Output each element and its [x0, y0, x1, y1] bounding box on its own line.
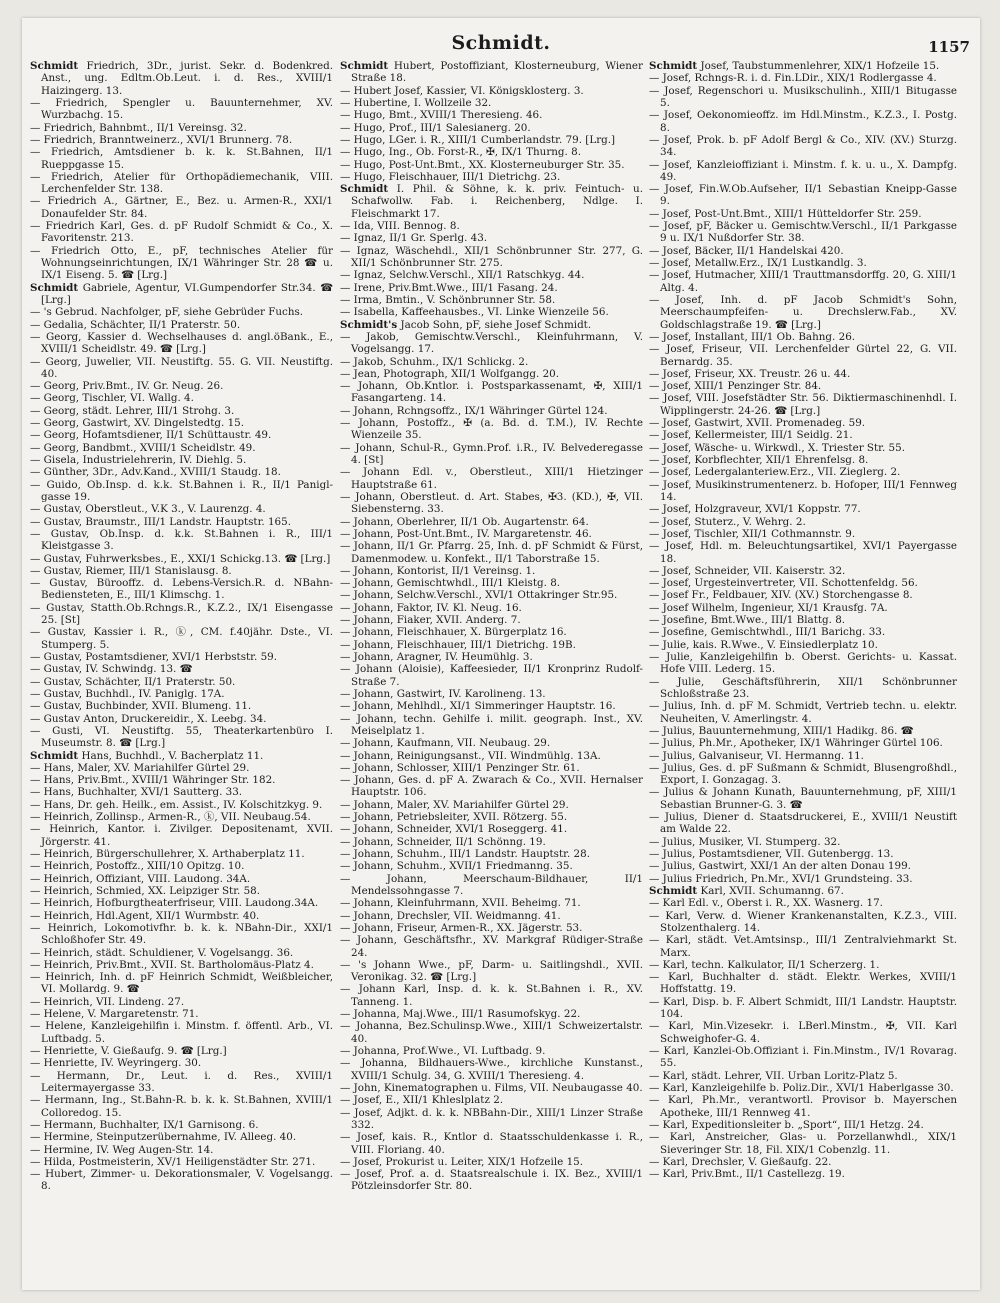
directory-entry: — Gusti, VI. Neustiftg. 55, Theaterkartenbüro I. Museumstr. 8. ☎ [Lrg.] — [30, 724, 333, 750]
directory-entry: — Johann, Ob.Kntlor. i. Postsparkassenamt, ✠, XIII/1 Fasangarteng. 14. — [340, 380, 643, 405]
directory-entry: — Gustav, Braumstr., III/1 Landstr. Hauptstr. 165. — [30, 515, 291, 528]
directory-entry: — Friedrich, Bahnbmt., II/1 Vereinsg. 32. — [30, 121, 247, 134]
directory-entry: — Gustav, Kassier i. R., ⓚ, CM. f.40jähr. Dste., VI. Stumperg. 5. — [30, 626, 333, 651]
column-3 — [649, 60, 957, 1282]
directory-entry: — Georg, Gastwirt, XV. Dingelstedtg. 15. — [30, 417, 245, 430]
directory-entry: — Johann, Oberstleut. d. Art. Stabes, ✠3. (KD.), ✠, VII. Siebensterng. 33. — [340, 490, 643, 516]
directory-entry: — Gustav Anton, Druckereidir., X. Leebg. 34. — [30, 712, 267, 725]
directory-entry: — Johann, Rchngsoffz., IX/1 Währinger Gürtel 124. — [340, 404, 608, 417]
directory-entry: — Friedrich, Spengler u. Bauunternehmer, XV. Wurzbachg. 15. — [30, 96, 333, 122]
directory-entry: — Johanna, Prof.Wwe., VI. Luftbadg. 9. — [340, 1045, 546, 1057]
directory-entry: — Henriette, V. Gießaufg. 9. ☎ [Lrg.] — [30, 1045, 227, 1057]
directory-entry: — Friedrich Karl, Ges. d. pF Rudolf Schmidt & Co., X. Favoritenstr. 213. — [30, 220, 333, 245]
directory-entry: — Josef, Fin.W.Ob.Aufseher, II/1 Sebastian Kneipp-Gasse 9. — [649, 183, 957, 208]
directory-entry: — Josef, XIII/1 Penzinger Str. 84. — [649, 380, 822, 393]
directory-entry: — Johann, Aragner, IV. Heumühlg. 3. — [340, 651, 533, 663]
directory-entry: — Johann, Fiaker, XVII. Anderg. 7. — [340, 614, 521, 627]
directory-entry: Schmidt I. Phil. & Söhne, k. k. priv. Feintuch- u. Schafwollw. Fab. i. Reichenberg, Ndlge. I. Fleischmarkt 17. — [340, 183, 643, 220]
directory-entry: — Karl, techn. Kalkulator, II/1 Scherzerg. 1. — [649, 958, 880, 971]
directory-entry: — Hermann, Ing., St.Bahn-R. b. k. k. St.Bahnen, XVIII/1 Colloredog. 15. — [30, 1094, 333, 1119]
directory-entry: — Karl, Ph.Mr., verantwortl. Provisor b. Mayerschen Apotheke, III/1 Rennweg 41. — [649, 1094, 957, 1119]
directory-entry: — Irma, Bmtin., V. Schönbrunner Str. 58. — [340, 293, 556, 306]
directory-entry: — Josef, Prok. b. pF Adolf Bergl & Co., XIV. (XV.) Sturzg. 34. — [649, 133, 957, 159]
directory-entry: — Hans, Maler, XV. Mariahilfer Gürtel 29. — [30, 761, 250, 774]
directory-entry: — Julius, Ges. d. pF Sußmann & Schmidt, Blusengroßhdl., Export, I. Gonzagag. 3. — [649, 761, 957, 787]
directory-entry: — Karl, Verw. d. Wiener Krankenanstalten, K.Z.3., VIII. Stolzenthalerg. 14. — [649, 909, 957, 934]
directory-entry: — Josef, Adjkt. d. k. k. NBBahn-Dir., XIII/1 Linzer Straße 332. — [340, 1106, 643, 1131]
directory-entry: — Josef, Regenschori u. Musikschulinh., XIII/1 Bitugasse 5. — [649, 84, 957, 109]
directory-entry: — Heinrich, Hdl.Agent, XII/1 Wurmbstr. 40. — [30, 909, 260, 922]
directory-entry: — Johanna, Maj.Wwe., III/1 Rasumofskyg. 22. — [340, 1008, 581, 1021]
directory-entry: Schmidt Hubert, Postoffiziant, Klosterneuburg, Wiener Straße 18. — [340, 60, 643, 85]
directory-entry: — Jakob, Gemischtw.Verschl., Kleinfuhrmann, V. Vogelsangg. 17. — [340, 330, 643, 356]
directory-entry: — Johann, Faktor, IV. Kl. Neug. 16. — [340, 601, 522, 614]
directory-entry: — Hugo, Fleischhauer, III/1 Dietrichg. 23. — [340, 170, 561, 183]
directory-entry: — Julius, Galvaniseur, VI. Hermanng. 11. — [649, 749, 864, 762]
directory-entry: — Josef, Holzgraveur, XVI/1 Koppstr. 77. — [649, 503, 861, 516]
directory-entry: — Julius, Postamtsdiener, VII. Gutenbergg. 13. — [649, 848, 894, 860]
directory-entry: — Julie, Kanzleigehilfin b. Oberst. Gerichts- u. Kassat. Hofe VIII. Lederg. 15. — [649, 651, 957, 676]
directory-entry: — Hubertine, I. Wollzeile 32. — [340, 96, 492, 109]
directory-entry: — Friedrich, Branntweinerz., XVI/1 Brunnerg. 78. — [30, 133, 293, 146]
directory-entry: — Johann, Fleischhauer, X. Bürgerplatz 16. — [340, 626, 567, 639]
directory-entry: — Gustav, Ob.Insp. d. k.k. St.Bahnen i. R., III/1 Kleistgasse 3. — [30, 527, 333, 553]
directory-entry: — Karl, städt. Lehrer, VII. Urban Loritz-Platz 5. — [649, 1069, 898, 1082]
directory-entry: — Gedalia, Schächter, II/1 Praterstr. 50. — [30, 318, 241, 331]
directory-entry: — Johann, techn. Gehilfe i. milit. geograph. Inst., XV. Meiselplatz 1. — [340, 712, 643, 737]
directory-entry: — Karl Edl. v., Oberst i. R., XX. Wasnerg. 17. — [649, 897, 883, 910]
directory-entry: — Johanna, Bildhauers-Wwe., kirchliche Kunstanst., XVIII/1 Schulg. 34, G. XVIII/1 Theresieng. 4. — [340, 1057, 643, 1082]
directory-entry: — Karl, Anstreicher, Glas- u. Porzellanwhdl., XIX/1 Sieveringer Str. 18, Fil. XIX/1 Cobenzlg. 11. — [649, 1131, 957, 1156]
directory-entry: — Hugo, LGer. i. R., XIII/1 Cumberlandstr. 79. [Lrg.] — [340, 133, 616, 146]
directory-entry: — Johann, Gastwirt, IV. Karolineng. 13. — [340, 687, 546, 700]
directory-entry: — Hermann, Dr., Leut. i. d. Res., XVIII/1 Leitermayergasse 33. — [30, 1069, 333, 1094]
directory-entry: Schmidt's Jacob Sohn, pF, siehe Josef Schmidt. — [340, 318, 592, 331]
directory-entry: — Heinrich, Bürgerschullehrer, X. Arthaberplatz 11. — [30, 848, 305, 860]
directory-entry: — Heinrich, Kantor. i. Zivilger. Depositenamt, XVII. Jörgerstr. 41. — [30, 823, 333, 848]
directory-entry: — Johann (Aloisie), Kaffeesieder, II/1 Kronprinz Rudolf-Straße 7. — [340, 663, 643, 688]
directory-entry: — Gustav, Statth.Ob.Rchngs.R., K.Z.2., IX/1 Eisengasse 25. [St] — [30, 601, 333, 627]
directory-entry: — Hugo, Prof., III/1 Salesianerg. 20. — [340, 121, 531, 134]
directory-entry: — Julius & Johann Kunath, Bauunternehmung, pF, XIII/1 Sebastian Brunner-G. 3. ☎ — [649, 786, 957, 811]
directory-entry: — Julius, Bauunternehmung, XIII/1 Hadikg. 86. ☎ — [649, 724, 914, 737]
directory-entry: — Josef, Kellermeister, III/1 Seidlg. 21. — [649, 429, 853, 442]
directory-entry: — Karl, Priv.Bmt., II/1 Castellezg. 19. — [649, 1168, 845, 1181]
directory-entry: — Josef, Wäsche- u. Wirkwdl., X. Triester Str. 55. — [649, 441, 906, 454]
directory-entry: — Karl, Kanzlei-Ob.Offiziant i. Fin.Minstm., IV/1 Rovarag. 55. — [649, 1045, 957, 1070]
directory-entry: — Hermine, Steinputzerübernahme, IV. Alleeg. 40. — [30, 1131, 297, 1144]
directory-entry: — Hubert, Zimmer- u. Dekorationsmaler, V. Vogelsangg. 8. — [30, 1168, 333, 1193]
directory-entry: — Johann, Maler, XV. Mariahilfer Gürtel 29. — [340, 798, 569, 811]
directory-entry: — Karl, städt. Vet.Amtsinsp., III/1 Zentralviehmarkt St. Marx. — [649, 934, 957, 959]
directory-entry: — Josef, Hutmacher, XIII/1 Trauttmansdorffg. 20, G. XIII/1 Altg. 4. — [649, 269, 957, 294]
directory-entry: — Heinrich, Priv.Bmt., XVII. St. Bartholomäus-Platz 4. — [30, 958, 314, 971]
directory-entry: Schmidt Josef, Taubstummenlehrer, XIX/1 Hofzeile 15. — [649, 60, 940, 72]
directory-entry: — 's Johann Wwe., pF, Darm- u. Saitlingshdl., XVII. Veronikag. 32. ☎ [Lrg.] — [340, 958, 643, 984]
directory-entry: — Heinrich, Zollinsp., Armen-R., ⓚ, VII. Neubaug.54. — [30, 811, 311, 824]
directory-entry: — Gustav, Buchbinder, XVII. Blumeng. 11. — [30, 700, 252, 713]
running-head: Schmidt. — [451, 32, 551, 54]
directory-entry: — Julius, Gastwirt, XXI/1 An der alten Donau 199. — [649, 860, 911, 873]
directory-entry: — Josef, Inh. d. pF Jacob Schmidt's Sohn, Meerschaumpfeifen- u. Drechslerw.Fab., XV. Goldschlagstraße 19. ☎ [Lrg.] — [649, 293, 957, 331]
directory-entry: — Johann, Fleischhauer, III/1 Dietrichg. 19B. — [340, 638, 576, 651]
directory-entry: — Karl, Buchhalter d. städt. Elektr. Werkes, XVIII/1 Hoffstattg. 19. — [649, 971, 957, 996]
directory-entry: — Friedrich A., Gärtner, E., Bez. u. Armen-R., XXI/1 Donaufelder Str. 84. — [30, 195, 333, 220]
directory-entry: — Johann, Drechsler, VII. Weidmanng. 41. — [340, 909, 561, 922]
directory-entry: — Johann, Schuhm., XVII/1 Friedmanng. 35. — [340, 860, 573, 873]
page-number: 1157 — [928, 38, 970, 56]
directory-entry: — Georg, Bandbmt., XVIII/1 Scheidlstr. 49. — [30, 441, 256, 454]
directory-entry: — Josef, Prokurist u. Leiter, XIX/1 Hofzeile 15. — [340, 1155, 584, 1168]
directory-entry: — Johann, Petriebsleiter, XVII. Rötzerg. 55. — [340, 811, 568, 824]
directory-entry: — Josef Fr., Feldbauer, XIV. (XV.) Storchengasse 8. — [649, 589, 913, 602]
directory-entry: — Ida, VIII. Bennog. 8. — [340, 220, 460, 233]
directory-entry: — Gustav, Oberstleut., V.K 3., V. Laurenzg. 4. — [30, 503, 266, 516]
directory-entry: — Johann, Schneider, II/1 Schönng. 19. — [340, 835, 546, 848]
directory-entry: — Johanna, Bez.Schulinsp.Wwe., XIII/1 Schweizertalstr. 40. — [340, 1020, 643, 1045]
directory-entry: — Johann, II/1 Gr. Pfarrg. 25, Inh. d. pF Schmidt & Fürst, Damenmodew. u. Konfekt., II/1 Taborstraße 15. — [340, 540, 643, 565]
directory-entry: — Heinrich, Lokomotivfhr. b. k. k. NBahn-Dir., XXI/1 Schloßhofer Str. 49. — [30, 921, 333, 947]
directory-entry: — Karl, Expeditionsleiter b. „Sport“, III/1 Hetzg. 24. — [649, 1118, 924, 1131]
directory-entry: — Julie, Geschäftsführerin, XII/1 Schönbrunner Schloßstraße 23. — [649, 675, 957, 700]
directory-entry: — Josef, Post-Unt.Bmt., XIII/1 Hütteldorfer Str. 259. — [649, 207, 922, 220]
directory-entry: — Hermine, IV. Weg Augen-Str. 14. — [30, 1143, 214, 1156]
directory-entry: — Josef, Hdl. m. Beleuchtungsartikel, XVI/1 Payergasse 18. — [649, 540, 957, 565]
directory-entry: — Josef, VIII. Josefstädter Str. 56. Diktiermaschinenhdl. I. Wipplingerstr. 24-26. ☎ [Lrg.] — [649, 392, 957, 417]
directory-entry: — Heinrich, Inh. d. pF Heinrich Schmidt, Weißbleicher, VI. Mollardg. 9. ☎ — [30, 971, 333, 996]
directory-entry: — Johann, Reinigungsanst., VII. Windmühlg. 13A. — [340, 749, 601, 762]
directory-entry: — Hermann, Buchhalter, IX/1 Garnisong. 6. — [30, 1118, 259, 1131]
directory-entry: — Josef, Metallw.Erz., IX/1 Lustkandlg. 3. — [649, 257, 867, 269]
directory-entry: — Johann Karl, Insp. d. k. k. St.Bahnen i. R., XV. Tanneng. 1. — [340, 983, 643, 1008]
directory-entry: — Johann, Kaufmann, VII. Neubaug. 29. — [340, 737, 551, 750]
directory-entry: — Jakob, Schuhm., IX/1 Schlickg. 2. — [340, 355, 529, 368]
directory-entry: — Ignaz, Selchw.Verschl., XII/1 Ratschkyg. 44. — [340, 269, 585, 282]
directory-entry: — Heinrich, VII. Lindeng. 27. — [30, 995, 185, 1008]
directory-entry: — Johann, Friseur, Armen-R., XX. Jägerstr. 53. — [340, 921, 583, 934]
directory-entry: — Georg, Juwelier, VII. Neustiftg. 55. G. VII. Neustiftg. 40. — [30, 355, 333, 380]
directory-entry: — Josef, Rchngs-R. i. d. Fin.LDir., XIX/1 Rodlergasse 4. — [649, 72, 937, 85]
directory-entry: — Johann, Kontorist, II/1 Vereinsg. 1. — [340, 564, 536, 577]
directory-entry: — Johann, Schneider, XVI/1 Roseggerg. 41. — [340, 823, 568, 836]
directory-entry: — Johann, Postoffz., ✠ (a. Bd. d. T.M.), IV. Rechte Wienzeile 35. — [340, 417, 643, 442]
directory-entry: — Heinrich, städt. Schuldiener, V. Vogelsangg. 36. — [30, 946, 294, 959]
directory-entry: — Guido, Ob.Insp. d. k.k. St.Bahnen i. R., II/1 Panigl-gasse 19. — [30, 478, 333, 503]
directory-entry: — Josef, pF, Bäcker u. Gemischtw.Verschl., II/1 Parkgasse 9 u. IX/1 Nußdorfer Str. 38. — [649, 220, 957, 245]
directory-entry: — Hugo, Ing., Ob. Forst-R., ✠, IX/1 Thurng. 8. — [340, 146, 581, 159]
directory-entry: — Irene, Priv.Bmt.Wwe., III/1 Fasang. 24. — [340, 281, 558, 294]
directory-entry: — Günther, 3Dr., Adv.Kand., XVIII/1 Staudg. 18. — [30, 466, 281, 479]
directory-entry: — Josef, Schneider, VII. Kaiserstr. 32. — [649, 564, 846, 577]
directory-entry: — Hans, Buchhalter, XVI/1 Sautterg. 33. — [30, 786, 243, 799]
directory-entry: — Josef, Prof. a. d. Staatsrealschule i. IX. Bez., XVIII/1 Pötzleinsdorfer Str. 80. — [340, 1168, 643, 1193]
directory-entry: — Friedrich, Amtsdiener b. k. k. St.Bahnen, II/1 Rueppgasse 15. — [30, 146, 333, 171]
directory-entry: — Hans, Dr. geh. Heilk., em. Assist., IV. Kolschitzkyg. 9. — [30, 798, 323, 811]
directory-entry: — Georg, Priv.Bmt., IV. Gr. Neug. 26. — [30, 380, 224, 393]
directory-entry: — Johann, Mehlhdl., XI/1 Simmeringer Hauptstr. 16. — [340, 700, 616, 713]
directory-entry: — Josef, Gastwirt, XVII. Promenadeg. 59. — [649, 417, 866, 430]
directory-entry: — Georg, Hofamtsdiener, II/1 Schüttaustr. 49. — [30, 429, 272, 442]
directory-entry: — Josef, Friseur, VII. Lerchenfelder Gürtel 22, G. VII. Bernardg. 35. — [649, 343, 957, 368]
directory-entry: — Hans, Priv.Bmt., XVIII/1 Währinger Str. 182. — [30, 774, 276, 787]
directory-entry: — Heinrich, Offiziant, VIII. Laudong. 34A. — [30, 872, 251, 885]
directory-entry: — Josef, Bäcker, II/1 Handelskai 420. — [649, 244, 844, 257]
directory-entry: — Josef, Kanzleioffiziant i. Minstm. f. k. u. u., X. Dampfg. 49. — [649, 158, 957, 183]
directory-entry: — Karl, Min.Vizesekr. i. LBerl.Minstm., ✠, VII. Karl Schweighofer-G. 4. — [649, 1020, 957, 1045]
directory-entry: — Ignaz, II/1 Gr. Sperlg. 43. — [340, 232, 488, 245]
directory-entry: Schmidt Karl, XVII. Schumanng. 67. — [649, 884, 844, 897]
directory-entry: — Josef, Stuterz., V. Wehrg. 2. — [649, 515, 806, 528]
directory-entry: — Julius, Ph.Mr., Apotheker, IX/1 Währinger Gürtel 106. — [649, 737, 943, 750]
directory-entry: — Johann, Ges. d. pF A. Zwarach & Co., XVII. Hernalser Hauptstr. 106. — [340, 774, 643, 799]
directory-entry: — Josef, Ledergalanteriew.Erz., VII. Zieglerg. 2. — [649, 466, 901, 479]
directory-entry: — Josef, kais. R., Kntlor d. Staatsschuldenkasse i. R., VIII. Floriang. 40. — [340, 1131, 643, 1156]
directory-entry: Schmidt Gabriele, Agentur, VI.Gumpendorfer Str.34. ☎ [Lrg.] — [30, 281, 333, 306]
directory-entry: — Johann, Geschäftsfhr., XV. Markgraf Rüdiger-Straße 24. — [340, 934, 643, 959]
directory-page — [22, 18, 980, 1290]
directory-entry: — Friedrich Otto, E., pF, technisches Atelier für Wohnungseinrichtungen, IX/1 Währinger Str. 28 ☎ u. IX/1 Eiseng. 5. ☎ [Lrg.] — [30, 244, 333, 282]
directory-entry: — Josef, E., XII/1 Khleslplatz 2. — [340, 1094, 504, 1107]
directory-entry: — Josef, Musikinstrumentenerz. b. Hofoper, III/1 Fennweg 14. — [649, 478, 957, 503]
directory-entry: — 's Gebrud. Nachfolger, pF, siehe Gebrüder Fuchs. — [30, 306, 304, 319]
directory-entry: — Gustav, IV. Schwindg. 13. ☎ — [30, 663, 193, 676]
directory-entry: — Johann, Schuhm., III/1 Landstr. Hauptstr. 28. — [340, 848, 590, 860]
directory-entry: — Julius Friedrich, Pn.Mr., XVI/1 Grundsteing. 33. — [649, 872, 913, 885]
directory-entry: — Karl, Drechsler, V. Gießaufg. 22. — [649, 1155, 832, 1168]
directory-entry: — Josefine, Gemischtwhdl., III/1 Barichg. 33. — [649, 626, 886, 639]
directory-entry: — Julius, Diener d. Staatsdruckerei, E., XVIII/1 Neustift am Walde 22. — [649, 811, 957, 836]
directory-entry: — Hugo, Post-Unt.Bmt., XX. Klosterneuburger Str. 35. — [340, 158, 625, 171]
directory-entry: — Josef, Oekonomieoffz. im Hdl.Minstm., K.Z.3., I. Postg. 8. — [649, 109, 957, 134]
directory-entry: — Josef, Korbflechter, XII/1 Ehrenfelsg. 8. — [649, 454, 869, 466]
directory-entry: — Johann, Post-Unt.Bmt., IV. Margaretenstr. 46. — [340, 527, 592, 540]
directory-entry: Schmidt Hans, Buchhdl., V. Bacherplatz 11. — [30, 749, 264, 762]
directory-entry: — Josef, Urgesteinvertreter, VII. Schottenfeldg. 56. — [649, 577, 918, 590]
directory-entry: — Josef Wilhelm, Ingenieur, XI/1 Krausfg. 7A. — [649, 601, 888, 614]
directory-entry: — Gustav, Postamtsdiener, XVI/1 Herbststr. 59. — [30, 651, 278, 663]
directory-entry: — Johann, Gemischtwhdl., III/1 Kleistg. 8. — [340, 577, 561, 590]
directory-entry: — Josef, Installant, III/1 Ob. Bahng. 26. — [649, 330, 856, 343]
directory-entry: — Josef, Friseur, XX. Treustr. 26 u. 44. — [649, 367, 851, 380]
directory-entry: — Johann, Oberlehrer, II/1 Ob. Augartenstr. 64. — [340, 515, 589, 528]
directory-entry: — Jean, Photograph, XII/1 Wolfgangg. 20. — [340, 367, 560, 380]
directory-entry: — Gustav, Schächter, II/1 Praterstr. 50. — [30, 675, 236, 688]
directory-entry: — Ignaz, Wäschehdl., XII/1 Schönbrunner Str. 277, G. XII/1 Schönbrunner Str. 275. — [340, 244, 643, 269]
directory-entry: — Johann, Meerschaum-Bildhauer, II/1 Mendelssohngasse 7. — [340, 872, 643, 897]
column-2 — [340, 60, 643, 1282]
directory-entry: — Hilda, Postmeisterin, XV/1 Heiligenstädter Str. 271. — [30, 1155, 316, 1168]
directory-entry: — Helene, Kanzleigehilfin i. Minstm. f. öffentl. Arb., VI. Luftbadg. 5. — [30, 1020, 333, 1045]
directory-entry: — Georg, Tischler, VI. Wallg. 4. — [30, 392, 194, 405]
directory-entry: — Johann Edl. v., Oberstleut., XIII/1 Hietzinger Hauptstraße 61. — [340, 466, 643, 491]
directory-entry: — Helene, V. Margaretenstr. 71. — [30, 1008, 199, 1021]
directory-entry: — Heinrich, Schmied, XX. Leipziger Str. 58. — [30, 884, 261, 897]
directory-entry: — Josefine, Bmt.Wwe., III/1 Blattg. 8. — [649, 614, 846, 627]
directory-entry: — Gustav, Buchhdl., IV. Paniglg. 17A. — [30, 687, 225, 700]
directory-entry: — Josef, Tischler, XII/1 Cothmannstr. 9. — [649, 527, 856, 540]
directory-entry: — Julius, Musiker, VI. Stumperg. 32. — [649, 835, 841, 848]
directory-entry: — John, Kinematographen u. Films, VII. Neubaugasse 40. — [340, 1081, 643, 1094]
directory-entry: — Johann, Schlosser, XIII/1 Penzinger Str. 61. — [340, 761, 580, 774]
directory-entry: — Hugo, Bmt., XVIII/1 Theresieng. 46. — [340, 109, 543, 122]
directory-entry: — Hubert Josef, Kassier, VI. Königsklosterg. 3. — [340, 84, 584, 97]
directory-entry: — Friedrich, Atelier für Orthopädiemechanik, VIII. Lerchenfelder Str. 138. — [30, 170, 333, 196]
directory-entry: — Johann, Selchw.Verschl., XVI/1 Ottakringer Str.95. — [340, 589, 618, 602]
directory-entry: — Gisela, Industrielehrerin, IV. Diehlg. 5. — [30, 454, 247, 466]
directory-entry: — Johann, Kleinfuhrmann, XVII. Beheimg. 71. — [340, 897, 581, 910]
directory-entry: — Isabella, Kaffeehausbes., VI. Linke Wienzeile 56. — [340, 306, 609, 319]
directory-entry: — Julie, kais. R.Wwe., V. Einsiedlerplatz 10. — [649, 638, 878, 651]
directory-entry: — Heinrich, Hofburgtheaterfriseur, VIII. Laudong.34A. — [30, 897, 319, 910]
directory-entry: — Georg, städt. Lehrer, III/1 Strohg. 3. — [30, 404, 235, 417]
directory-entry: — Heinrich, Postoffz., XIII/10 Opitzg. 10. — [30, 860, 245, 873]
directory-entry: — Gustav, Bürooffz. d. Lebens-Versich.R. d. NBahn-Bediensteten, E., III/1 Klimschg. 1. — [30, 577, 333, 602]
directory-entry: — Gustav, Riemer, III/1 Stanislausg. 8. — [30, 564, 232, 577]
column-1 — [30, 60, 333, 1282]
directory-entry: — Georg, Kassier d. Wechselhauses d. angl.öBank., E., XVIII/1 Scheidlstr. 49. ☎ [Lrg.] — [30, 330, 333, 356]
directory-entry: — Karl, Kanzleigehilfe b. Poliz.Dir., XVI/1 Haberlgasse 30. — [649, 1081, 954, 1094]
directory-entry: — Julius, Inh. d. pF M. Schmidt, Vertrieb techn. u. elektr. Neuheiten, V. Amerlingstr. 4. — [649, 700, 957, 725]
directory-entry: — Johann, Schul-R., Gymn.Prof. i.R., IV. Belvederegasse 4. [St] — [340, 441, 643, 466]
directory-entry: — Karl, Disp. b. F. Albert Schmidt, III/1 Landstr. Hauptstr. 104. — [649, 995, 957, 1021]
page-header — [22, 32, 980, 62]
directory-entry: Schmidt Friedrich, 3Dr., jurist. Sekr. d. Bodenkred. Anst., ung. Edltm.Ob.Leut. i. d. Res., XVIII/1 Haizingerg. 13. — [30, 60, 333, 97]
directory-entry: — Gustav, Fuhrwerksbes., E., XXI/1 Schickg.13. ☎ [Lrg.] — [30, 552, 331, 565]
directory-entry: — Henriette, IV. Weyringerg. 30. — [30, 1057, 202, 1070]
